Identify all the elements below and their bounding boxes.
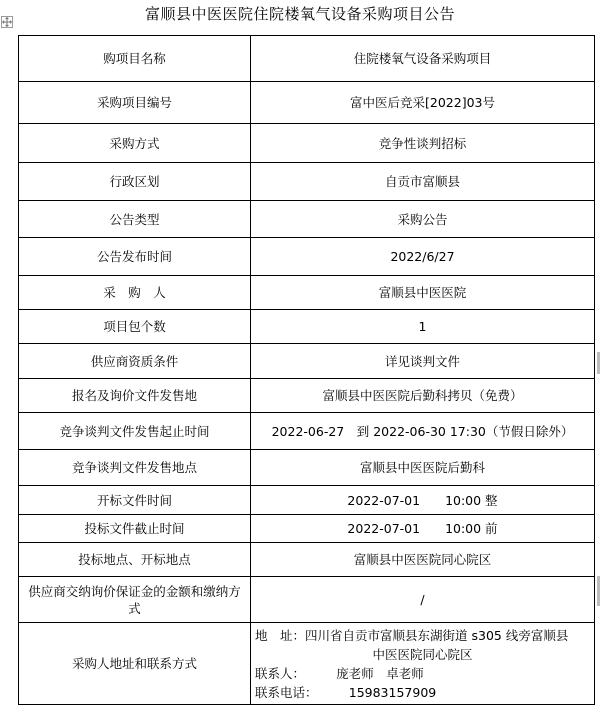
table-row	[19, 486, 595, 515]
row-value: 2022/6/27	[251, 238, 595, 276]
contact-details	[251, 623, 595, 705]
row-value: 竞争性谈判招标	[251, 124, 595, 163]
row-value: 富顺县中医医院后勤科	[251, 450, 595, 486]
row-value: 详见谈判文件	[251, 344, 595, 379]
table-row	[19, 577, 595, 623]
row-label: 行政区划	[19, 163, 251, 201]
table-row	[19, 515, 595, 543]
page-title: 富顺县中医医院住院楼氧气设备采购项目公告	[144, 5, 455, 23]
table-row	[19, 201, 595, 238]
row-label: 采 购 人	[19, 276, 251, 310]
row-label: 竞争谈判文件发售地点	[19, 450, 251, 486]
row-label: 购项目名称	[19, 36, 251, 82]
table-row	[19, 82, 595, 124]
table-row	[19, 310, 595, 344]
contact-phone: 联系电话： 15983157909	[255, 684, 437, 700]
row-label: 开标文件时间	[19, 486, 251, 515]
row-value: 采购公告	[251, 201, 595, 238]
table-row	[19, 450, 595, 486]
table-row	[19, 36, 595, 82]
table-row	[19, 124, 595, 163]
table-row	[19, 379, 595, 413]
row-label: 供应商交纳询价保证金的金额和缴纳方式	[19, 577, 251, 623]
row-value: 2022-06-27 到 2022-06-30 17:30（节假日除外）	[251, 413, 595, 450]
move-arrows-icon[interactable]	[1, 16, 13, 28]
row-label: 采购方式	[19, 124, 251, 163]
table-row	[19, 623, 595, 705]
table-row	[19, 238, 595, 276]
procurement-info-table	[18, 35, 595, 705]
table-row	[19, 344, 595, 379]
row-label: 项目包个数	[19, 310, 251, 344]
table-row	[19, 163, 595, 201]
row-label: 竞争谈判文件发售起止时间	[19, 413, 251, 450]
row-value: 住院楼氧气设备采购项目	[251, 36, 595, 82]
contact-address: 地 址：四川省自贡市富顺县东湖街道 s305 线旁富顺县	[255, 627, 569, 643]
row-value: 1	[251, 310, 595, 344]
row-label: 报名及询价文件发售地	[19, 379, 251, 413]
row-value: 2022-07-01 10:00 前	[251, 515, 595, 543]
row-label: 采购项目编号	[19, 82, 251, 124]
table-row	[19, 543, 595, 577]
table-row	[19, 413, 595, 450]
row-label: 公告类型	[19, 201, 251, 238]
row-value: 富顺县中医医院	[251, 276, 595, 310]
contact-address-continued: 中医医院同心院区	[372, 646, 473, 662]
row-value: 富中医后竞采[2022]03号	[251, 82, 595, 124]
row-label: 公告发布时间	[19, 238, 251, 276]
row-value: 富顺县中医医院同心院区	[251, 543, 595, 577]
table-row	[19, 276, 595, 310]
row-value: 富顺县中医医院后勤科拷贝（免费）	[251, 379, 595, 413]
contact-person: 联系人： 庞老师 卓老师	[255, 665, 424, 681]
row-label: 投标文件截止时间	[19, 515, 251, 543]
row-label: 投标地点、开标地点	[19, 543, 251, 577]
row-value: 自贡市富顺县	[251, 163, 595, 201]
row-value: 2022-07-01 10:00 整	[251, 486, 595, 515]
row-value: /	[251, 577, 595, 623]
row-label: 供应商资质条件	[19, 344, 251, 379]
row-label: 采购人地址和联系方式	[19, 623, 251, 705]
